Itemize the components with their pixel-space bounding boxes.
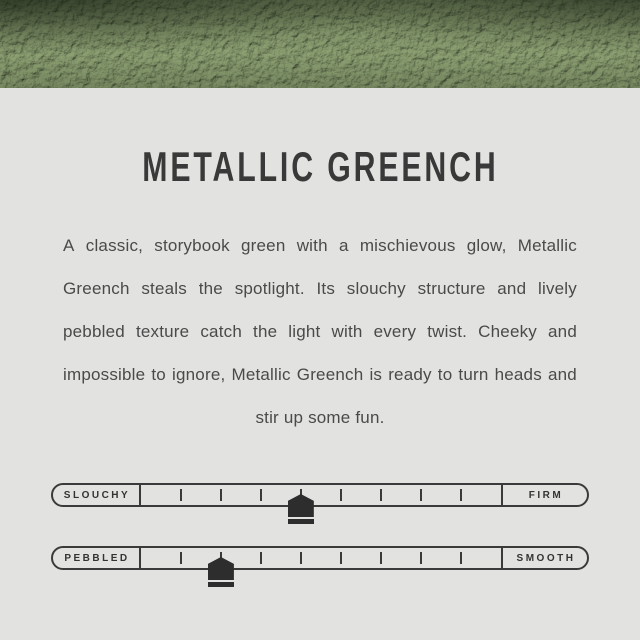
tick-mark [260, 489, 262, 501]
description-word: and [497, 279, 527, 298]
description-word: twist. [427, 322, 468, 341]
tick-mark [340, 552, 342, 564]
tick-mark [380, 489, 382, 501]
tick-mark [340, 489, 342, 501]
description-word: and [547, 365, 577, 384]
marker-base-bar [288, 519, 314, 524]
page-title-text: METALLIC GREENCH [141, 143, 499, 190]
tick-mark [180, 489, 182, 501]
description-word: light [288, 322, 321, 341]
marker-base-bar [208, 582, 234, 587]
description-line [63, 224, 577, 267]
tick-mark [460, 552, 462, 564]
page-title [0, 145, 640, 189]
description-word: is [369, 365, 383, 384]
description-word: glow, [466, 236, 507, 255]
tick-mark [420, 552, 422, 564]
description-word: green [241, 236, 286, 255]
description-word: Greench [63, 279, 130, 298]
description-word: lively [538, 279, 577, 298]
tick-mark [300, 552, 302, 564]
tick-mark [380, 552, 382, 564]
marker-arrow-icon [208, 557, 234, 580]
marker-arrow-icon [288, 494, 314, 517]
description-word: a [338, 236, 349, 255]
tick-mark [180, 552, 182, 564]
description-word: texture [135, 322, 190, 341]
scale-right-label: SMOOTH [501, 548, 587, 568]
description-word: structure [417, 279, 486, 298]
scale-track [141, 548, 501, 568]
description-word: ignore, [172, 365, 226, 384]
scale-marker [288, 494, 314, 524]
scale-left-label: SLOUCHY [53, 485, 141, 505]
description-word: storybook [154, 236, 230, 255]
tick-mark [420, 489, 422, 501]
description-word: Metallic [231, 365, 291, 384]
description-line [63, 267, 577, 310]
texture-scale [51, 546, 589, 570]
description-word: impossible [63, 365, 146, 384]
tick-mark [220, 489, 222, 501]
description-word: ready [388, 365, 432, 384]
description-word: classic, [85, 236, 144, 255]
description-word: and [548, 322, 577, 341]
description-word: pebbled [63, 322, 125, 341]
description-word: Its [316, 279, 336, 298]
description-word: steals [141, 279, 187, 298]
description-word: with [331, 322, 363, 341]
description-line: stir up some fun. [255, 408, 385, 427]
description-word: mischievous [359, 236, 456, 255]
scale-right-label: FIRM [501, 485, 587, 505]
scale-left-label: PEBBLED [53, 548, 141, 568]
description-word: Metallic [517, 236, 577, 255]
description-word: Greench [296, 365, 364, 384]
attribute-scales [0, 483, 640, 570]
description-word: spotlight. [234, 279, 305, 298]
scale-track [141, 485, 501, 505]
structure-scale [51, 483, 589, 507]
description-line [63, 353, 577, 396]
tick-mark [260, 552, 262, 564]
description-word: the [253, 322, 278, 341]
color-description [63, 224, 577, 439]
description-word: to [151, 365, 166, 384]
description-word: catch [200, 322, 242, 341]
leather-texture-image [0, 0, 640, 88]
description-word: heads [494, 365, 542, 384]
description-word: turn [458, 365, 489, 384]
description-word: slouchy [346, 279, 406, 298]
description-word: Cheeky [478, 322, 537, 341]
description-word: A [63, 236, 75, 255]
description-word: every [373, 322, 417, 341]
description-word: with [296, 236, 328, 255]
description-line [63, 310, 577, 353]
tick-mark [460, 489, 462, 501]
description-word: to [437, 365, 453, 384]
banner-vignette [0, 0, 640, 88]
scale-marker [208, 557, 234, 587]
description-word: the [198, 279, 223, 298]
